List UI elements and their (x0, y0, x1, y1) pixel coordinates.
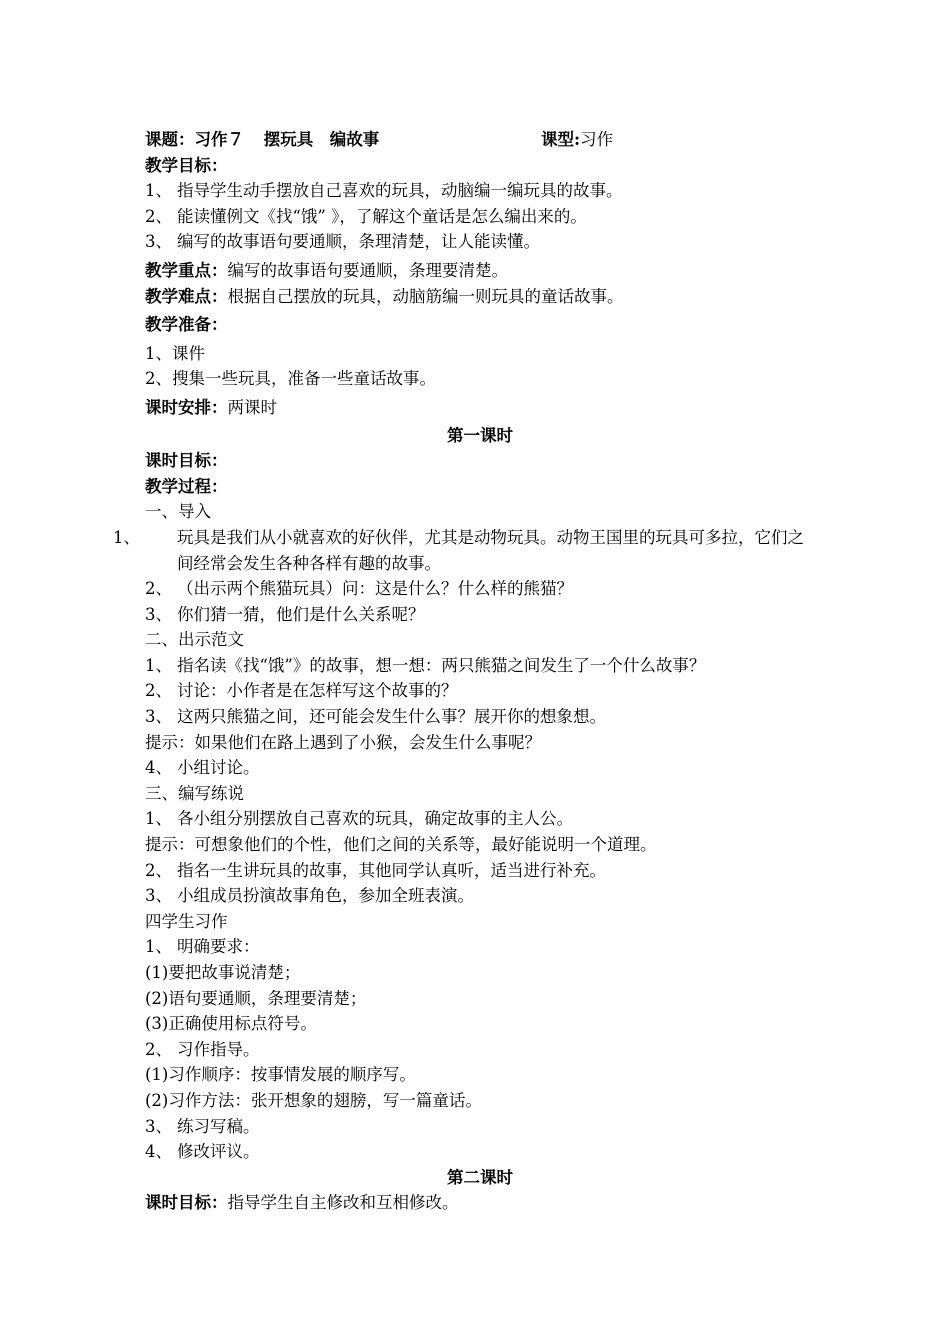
hint: 提示：可想象他们的个性，他们之间的关系等，最好能说明一个道理。 (145, 835, 657, 855)
prep-item: 1、课件 (145, 343, 205, 363)
list-item: 1、 各小组分别摆放自己喜欢的玩具，确定故事的主人公。 (145, 809, 573, 829)
section-title: 一、导入 (145, 502, 211, 522)
lesson2-title: 第二课时 (447, 1167, 513, 1187)
section-title: 二、出示范文 (145, 630, 244, 650)
list-item: 3、 你们猜一猜，他们是什么关系呢？ (145, 604, 425, 624)
list-item: 4、 小组讨论。 (145, 758, 260, 778)
prep-item: 2、搜集一些玩具，准备一些童话故事。 (145, 369, 436, 389)
list-item: 4、 修改评议。 (145, 1142, 260, 1162)
list-item: 2、 （出示两个熊猫玩具）问：这是什么？什么样的熊猫？ (145, 579, 573, 599)
header-line (145, 127, 815, 153)
type-label: 课型: (541, 130, 581, 149)
schedule: 课时安排：两课时 (145, 397, 277, 417)
hint: 提示：如果他们在路上遇到了小猴，会发生什么事呢？ (145, 732, 541, 752)
lesson1-goal-label: 课时目标： (145, 451, 228, 471)
list-item: 3、 练习写稿。 (145, 1116, 260, 1136)
list-item: 2、 指名一生讲玩具的故事，其他同学认真听，适当进行补充。 (145, 860, 606, 880)
section-title: 四学生习作 (145, 911, 228, 931)
title-label: 课题：习作７ (145, 130, 244, 149)
section-title: 三、编写练说 (145, 783, 244, 803)
key-point: 教学重点：编写的故事语句要通顺，条理要清楚。 (145, 260, 508, 280)
list-item: 3、 这两只熊猫之间，还可能会发生什么事？展开你的想象想。 (145, 707, 606, 727)
difficulty: 教学难点：根据自己摆放的玩具，动脑筋编一则玩具的童话故事。 (145, 286, 624, 306)
goal-item: 3、 编写的故事语句要通顺，条理清楚，让人能读懂。 (145, 232, 540, 252)
lesson-plan-page (113, 127, 815, 1216)
list-item: 2、 习作指导。 (145, 1039, 260, 1059)
guide-item: (1)习作顺序：按事情发展的顺序写。 (145, 1065, 416, 1085)
lesson1-title: 第一课时 (447, 425, 513, 445)
requirement-item: (3)正确使用标点符号。 (145, 1014, 317, 1034)
lesson-type (541, 127, 613, 153)
list-item: 3、 小组成员扮演故事角色，参加全班表演。 (145, 886, 474, 906)
list-item: 1、 指名读《找“饿”》的故事，想一想：两只熊猫之间发生了一个什么故事？ (145, 655, 706, 675)
type-value: 习作 (580, 130, 614, 149)
goal-item: 1、 指导学生动手摆放自己喜欢的玩具，动脑编一编玩具的故事。 (145, 181, 623, 201)
goal-item: 2、 能读懂例文《找“饿” 》，了解这个童话是怎么编出来的。 (145, 206, 587, 226)
requirement-item: (2)语句要通顺，条理要清楚； (145, 988, 367, 1008)
prep-heading: 教学准备： (145, 315, 228, 335)
list-item: 1、 明确要求： (145, 937, 260, 957)
list-item: 1、 玩具是我们从小就喜欢的好伙伴，尤其是动物玩具。动物王国里的玩具可多拉，它们之间经常会发生各种各样有趣的故事。 (113, 527, 804, 573)
requirement-item: (1)要把故事说清楚； (145, 963, 301, 982)
lesson2-goal: 课时目标：指导学生自主修改和互相修改。 (145, 1193, 459, 1213)
guide-item: (2)习作方法：张开想象的翅膀，写一篇童话。 (145, 1090, 482, 1110)
process-label: 教学过程： (145, 476, 228, 496)
goals-heading: 教学目标： (145, 155, 228, 175)
title-topic: 摆玩具 编故事 (263, 130, 380, 149)
list-item: 2、 讨论：小作者是在怎样写这个故事的？ (145, 681, 458, 701)
